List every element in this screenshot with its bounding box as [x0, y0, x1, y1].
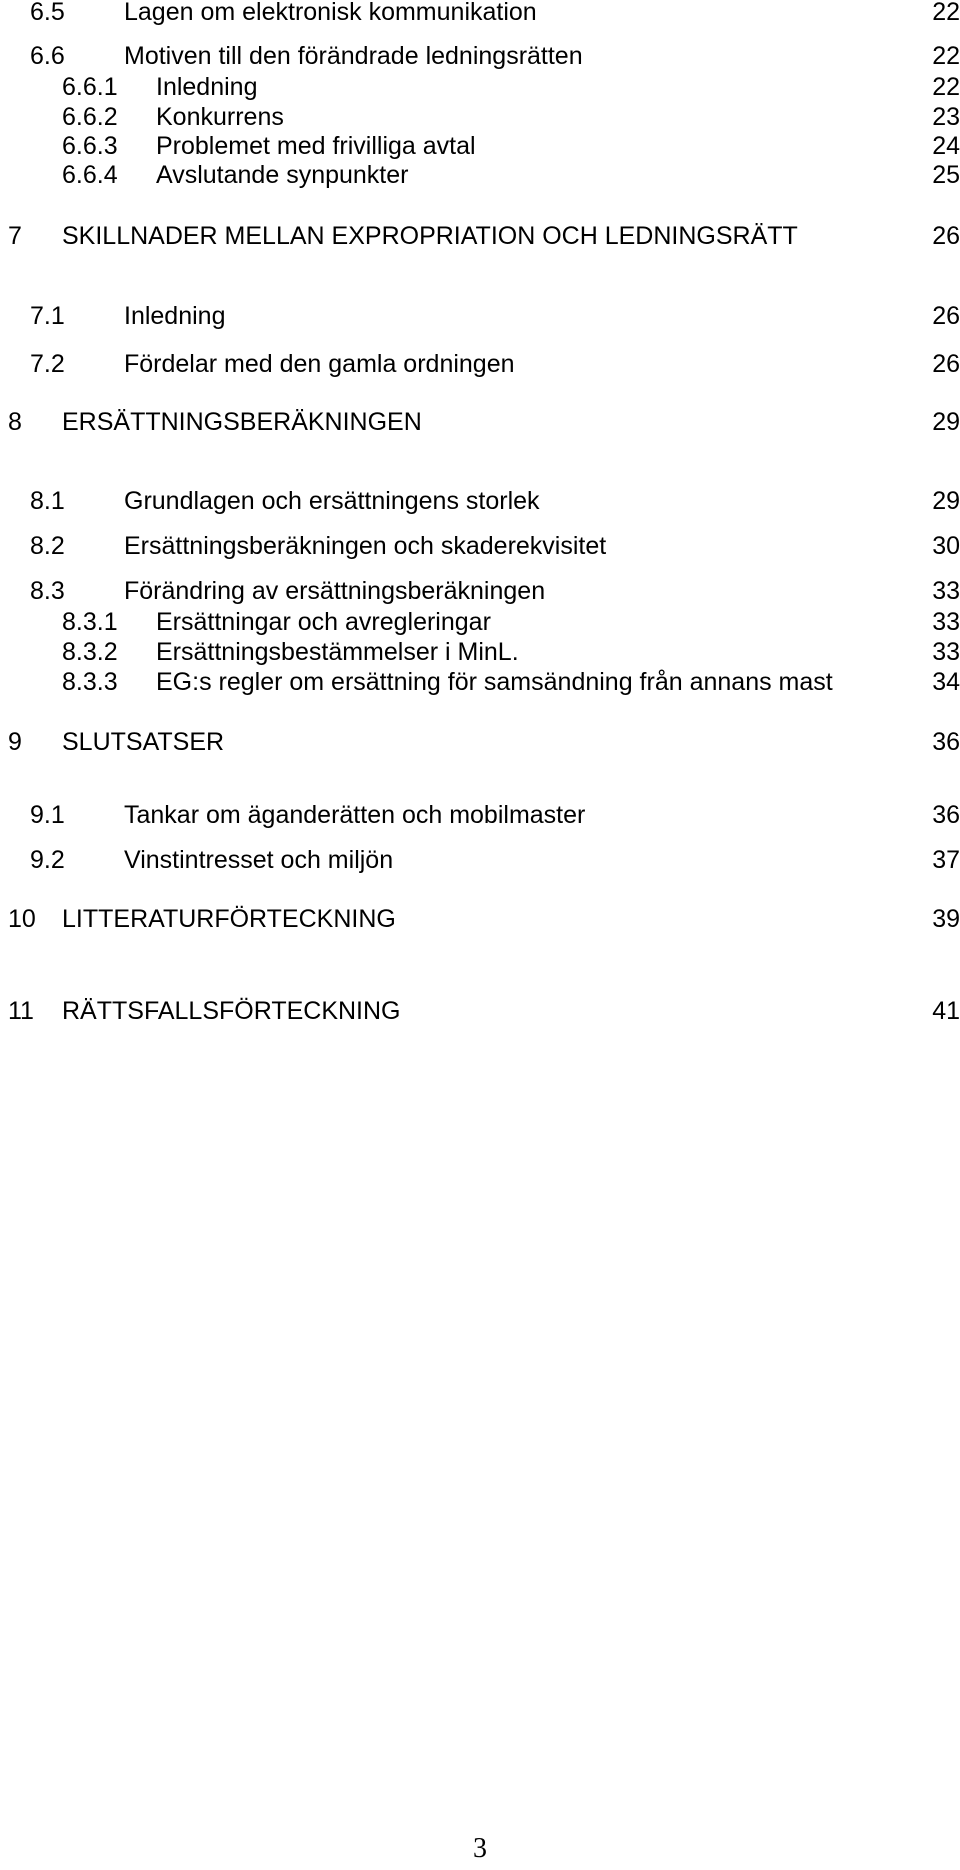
- toc-entry-title: Inledning: [156, 73, 258, 101]
- toc-entry: [0, 845, 960, 875]
- toc-entry-number: 10: [8, 905, 36, 933]
- toc-entry: [0, 131, 960, 161]
- toc-entry: [0, 486, 960, 516]
- toc-entry-title: SKILLNADER MELLAN EXPROPRIATION OCH LEDNINGSRÄTT: [62, 222, 798, 250]
- toc-entry-page: 22: [932, 42, 960, 70]
- toc-entry: [0, 41, 960, 71]
- toc-entry-title: Vinstintresset och miljön: [124, 846, 394, 874]
- toc-entry-title: Inledning: [124, 302, 226, 330]
- toc-entry-page: 25: [932, 161, 960, 189]
- toc-entry-number: 9: [8, 728, 22, 756]
- toc-entry: [0, 301, 960, 331]
- toc-entry-title: Ersättningsberäkningen och skaderekvisitet: [124, 532, 607, 560]
- toc-entry-title: Grundlagen och ersättningens storlek: [124, 487, 540, 515]
- toc-entry-title: LITTERATURFÖRTECKNING: [62, 905, 396, 933]
- toc-entry-number: 7.2: [30, 350, 65, 378]
- toc-entry-title: Förändring av ersättningsberäkningen: [124, 577, 546, 605]
- toc-entry-number: 6.6.2: [62, 103, 118, 131]
- toc-entry-number: 6.6: [30, 42, 65, 70]
- toc-entry: [0, 667, 960, 697]
- toc-entry: [0, 531, 960, 561]
- toc-entry: [0, 160, 960, 190]
- toc-chapter: [0, 221, 960, 251]
- toc-entry-number: 8.3.2: [62, 638, 118, 666]
- toc-entry-title: Ersättningar och avregleringar: [156, 608, 491, 636]
- toc-entry-number: 8.2: [30, 532, 65, 560]
- toc-entry-page: 26: [932, 302, 960, 330]
- toc-entry-number: 8: [8, 408, 22, 436]
- toc-entry-title: Ersättningsbestämmelser i MinL.: [156, 638, 519, 666]
- toc-entry-page: 33: [932, 608, 960, 636]
- toc-entry: [0, 72, 960, 102]
- toc-entry-number: 8.3: [30, 577, 65, 605]
- toc-entry-page: 29: [932, 487, 960, 515]
- toc-entry-title: Avslutande synpunkter: [156, 161, 409, 189]
- toc-entry-title: Motiven till den förändrade ledningsrätten: [124, 42, 583, 70]
- toc-entry-page: 23: [932, 103, 960, 131]
- toc-entry-number: 9.1: [30, 801, 65, 829]
- toc-entry-number: 6.5: [30, 0, 65, 26]
- toc-entry-number: 8.1: [30, 487, 65, 515]
- toc-entry-page: 33: [932, 577, 960, 605]
- toc-entry-title: Lagen om elektronisk kommunikation: [124, 0, 537, 26]
- toc-entry-page: 29: [932, 408, 960, 436]
- toc-entry-title: RÄTTSFALLSFÖRTECKNING: [62, 997, 401, 1025]
- toc-entry-title: SLUTSATSER: [62, 728, 225, 756]
- toc-entry: [0, 637, 960, 667]
- toc-entry-title: Problemet med frivilliga avtal: [156, 132, 476, 160]
- toc-entry-page: 36: [932, 728, 960, 756]
- toc-entry: [0, 576, 960, 606]
- toc-entry-page: 37: [932, 846, 960, 874]
- toc-entry-number: 11: [8, 997, 34, 1025]
- toc-entry-number: 8.3.3: [62, 668, 118, 696]
- toc-chapter: [0, 727, 960, 757]
- toc-entry-page: 26: [932, 222, 960, 250]
- toc-entry-number: 7: [8, 222, 22, 250]
- toc-entry: [0, 0, 960, 27]
- toc-entry-number: 8.3.1: [62, 608, 118, 636]
- toc-entry-number: 6.6.1: [62, 73, 118, 101]
- toc-chapter: [0, 904, 960, 934]
- toc-entry-page: 41: [932, 997, 960, 1025]
- toc-entry: [0, 102, 960, 132]
- toc-entry-page: 39: [932, 905, 960, 933]
- toc-entry-title: ERSÄTTNINGSBERÄKNINGEN: [62, 408, 422, 436]
- page-number: 3: [473, 1833, 487, 1864]
- toc-chapter: [0, 996, 960, 1026]
- toc-entry: [0, 607, 960, 637]
- toc-entry-number: 9.2: [30, 846, 65, 874]
- toc-entry-page: 30: [932, 532, 960, 560]
- toc-entry-title: Fördelar med den gamla ordningen: [124, 350, 515, 378]
- toc-entry-title: EG:s regler om ersättning för samsändning från annans mast: [156, 668, 833, 696]
- toc-entry-number: 6.6.3: [62, 132, 118, 160]
- toc-entry-page: 22: [932, 73, 960, 101]
- toc-entry-page: 26: [932, 350, 960, 378]
- toc-entry-page: 24: [932, 132, 960, 160]
- toc-entry-page: 33: [932, 638, 960, 666]
- toc-entry-page: 34: [932, 668, 960, 696]
- toc-entry-title: Tankar om äganderätten och mobilmaster: [124, 801, 586, 829]
- toc-entry-title: Konkurrens: [156, 103, 284, 131]
- toc-entry-number: 7.1: [30, 302, 65, 330]
- toc-entry-page: 22: [932, 0, 960, 26]
- toc-entry-number: 6.6.4: [62, 161, 118, 189]
- toc-chapter: [0, 407, 960, 437]
- toc-entry: [0, 800, 960, 830]
- toc-entry: [0, 349, 960, 379]
- toc-entry-page: 36: [932, 801, 960, 829]
